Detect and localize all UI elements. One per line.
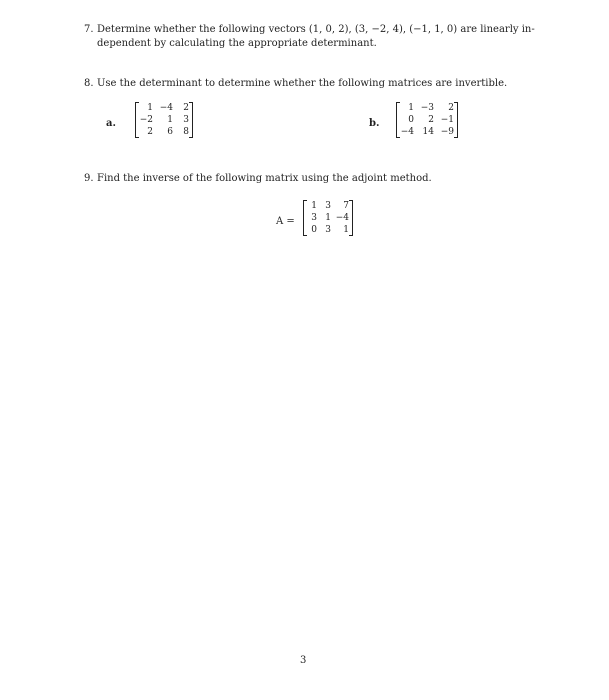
matrix-b-cell: 14 <box>422 127 434 137</box>
matrix-a-cell: 1 <box>147 103 153 113</box>
matrix-A-cell: 1 <box>311 201 317 211</box>
matrix-b <box>396 102 458 138</box>
matrix-A-cell: 3 <box>325 201 331 211</box>
matrix-A-cell: 3 <box>325 225 331 235</box>
matrix-b-cell: −1 <box>440 115 454 125</box>
matrix-a-left-bracket <box>135 102 139 138</box>
matrix-b-cell: −9 <box>440 127 454 137</box>
matrix-b-right-bracket <box>454 102 458 138</box>
matrix-b-cell: −3 <box>420 103 434 113</box>
matrix-A-left-bracket <box>303 200 307 236</box>
matrix-b-cell: 2 <box>448 103 454 113</box>
matrix-A-cell: 0 <box>311 225 317 235</box>
problem-9-text: Find the inverse of the following matrix using the adjoint method. <box>97 173 432 184</box>
page-number: 3 <box>300 655 307 666</box>
matrix-A <box>303 200 353 236</box>
matrix-a-cell: 2 <box>147 127 153 137</box>
matrix-b-cell: −4 <box>400 127 414 137</box>
matrix-A-label: A = <box>276 216 295 227</box>
matrix-b-cell: 1 <box>408 103 414 113</box>
matrix-a-cell: 8 <box>183 127 189 137</box>
matrix-A-cell: 3 <box>311 213 317 223</box>
problem-9-number: 9. <box>84 173 94 184</box>
problem-7-number: 7. <box>84 24 94 35</box>
matrix-a-cell: 2 <box>183 103 189 113</box>
part-b-label: b. <box>369 118 380 129</box>
matrix-b-left-bracket <box>396 102 400 138</box>
problem-7-line-2: dependent by calculating the appropriate determinant. <box>97 38 377 49</box>
matrix-a-right-bracket <box>189 102 193 138</box>
matrix-b-cell: 2 <box>428 115 434 125</box>
matrix-a-cell: −2 <box>139 115 153 125</box>
matrix-A-cell: 1 <box>343 225 349 235</box>
matrix-a-cell: 3 <box>183 115 189 125</box>
matrix-a-cell: 1 <box>167 115 173 125</box>
matrix-A-cell: −4 <box>335 213 349 223</box>
matrix-b-cell: 0 <box>408 115 414 125</box>
problem-8-text: Use the determinant to determine whether the following matrices are invertible. <box>97 78 508 89</box>
problem-7-line-1: Determine whether the following vectors (1, 0, 2), (3, −2, 4), (−1, 1, 0) are linearly in- <box>97 24 535 35</box>
matrix-A-right-bracket <box>349 200 353 236</box>
matrix-A-cell: 1 <box>325 213 331 223</box>
matrix-a <box>135 102 193 138</box>
problem-8-number: 8. <box>84 78 94 89</box>
matrix-a-cell: 6 <box>167 127 173 137</box>
matrix-A-cell: 7 <box>343 201 349 211</box>
matrix-a-cell: −4 <box>159 103 173 113</box>
part-a-label: a. <box>106 118 116 129</box>
